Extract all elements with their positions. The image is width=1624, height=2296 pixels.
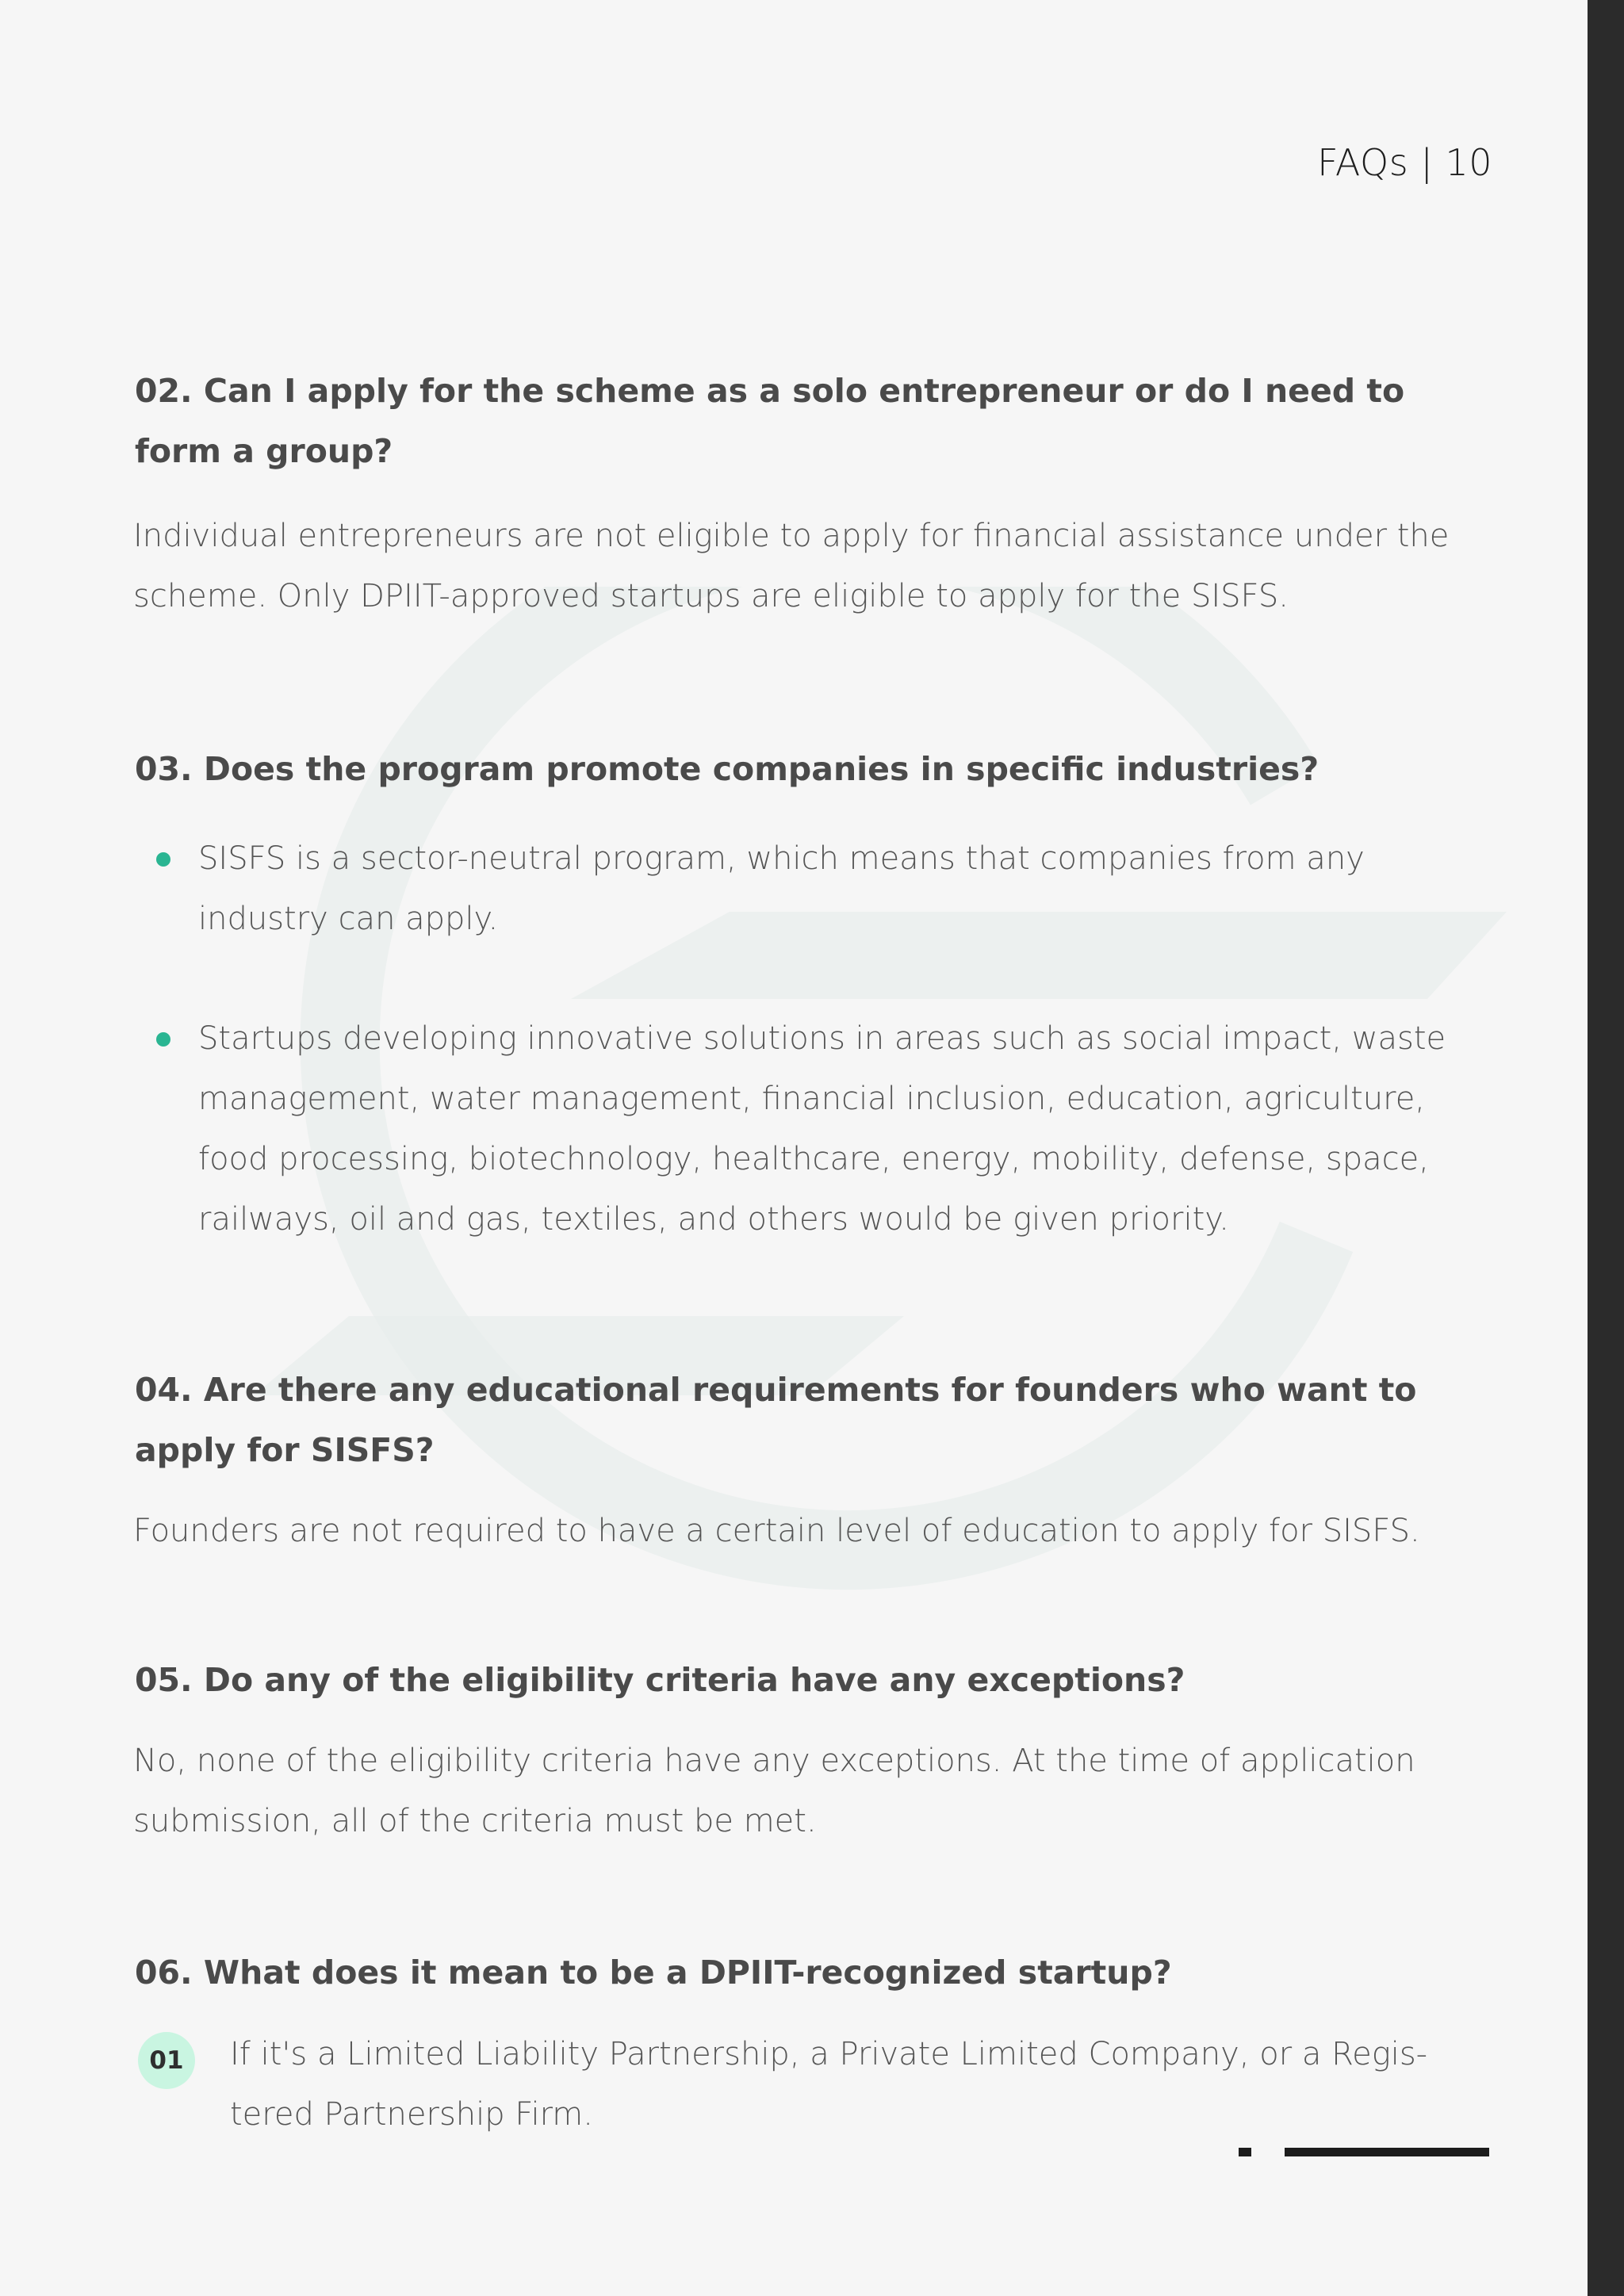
bullet-dot-icon (156, 1032, 170, 1047)
faq-answer-04: Founders are not required to have a certain level of education to apply for SISFS. (133, 1513, 1420, 1549)
faq-question-06: 06. What does it mean to be a DPIIT-recognized startup? (135, 1954, 1172, 1992)
faq-06-item-text: If it's a Limited Liability Partnership, a Private Limited Company, or a Regis-tered Partnership Firm. (230, 2036, 1428, 2133)
faq-question-04: 04. Are there any educational requirements for founders who want to apply for SISFS? (135, 1371, 1417, 1469)
page-header-title: FAQs | 10 (1317, 141, 1492, 184)
page-edge-bar (1588, 0, 1624, 2296)
footer-dash-decoration (1239, 2148, 1251, 2156)
faq-question-05: 05. Do any of the eligibility criteria have any exceptions? (135, 1661, 1185, 1699)
faq-answer-02: Individual entrepreneurs are not eligible to apply for financial assistance under the scheme. Only DPIIT-approved startups are eligible to apply for the SISFS. (133, 518, 1450, 614)
faq-question-02: 02. Can I apply for the scheme as a solo entrepreneur or do I need to form a group? (135, 372, 1405, 470)
number-badge: 01 (138, 2032, 195, 2089)
bullet-dot-icon (156, 852, 170, 867)
faq-answer-05: No, none of the eligibility criteria have any exceptions. At the time of application submission, all of the criteria must be met. (133, 1743, 1415, 1839)
footer-line-decoration (1285, 2148, 1489, 2156)
faq-03-bullet-text: Startups developing innovative solutions in areas such as social impact, waste management, water management, financial inclusion, education, agriculture, food processing, biotechnology, healthcare, energy, mobility, defense, space, railways, oil and gas, textiles, and others would be given priority. (198, 1020, 1446, 1238)
faq-question-03: 03. Does the program promote companies in specific industries? (135, 750, 1320, 788)
faq-03-bullet-text: SISFS is a sector-neutral program, which means that companies from any industry can apply. (198, 840, 1365, 937)
